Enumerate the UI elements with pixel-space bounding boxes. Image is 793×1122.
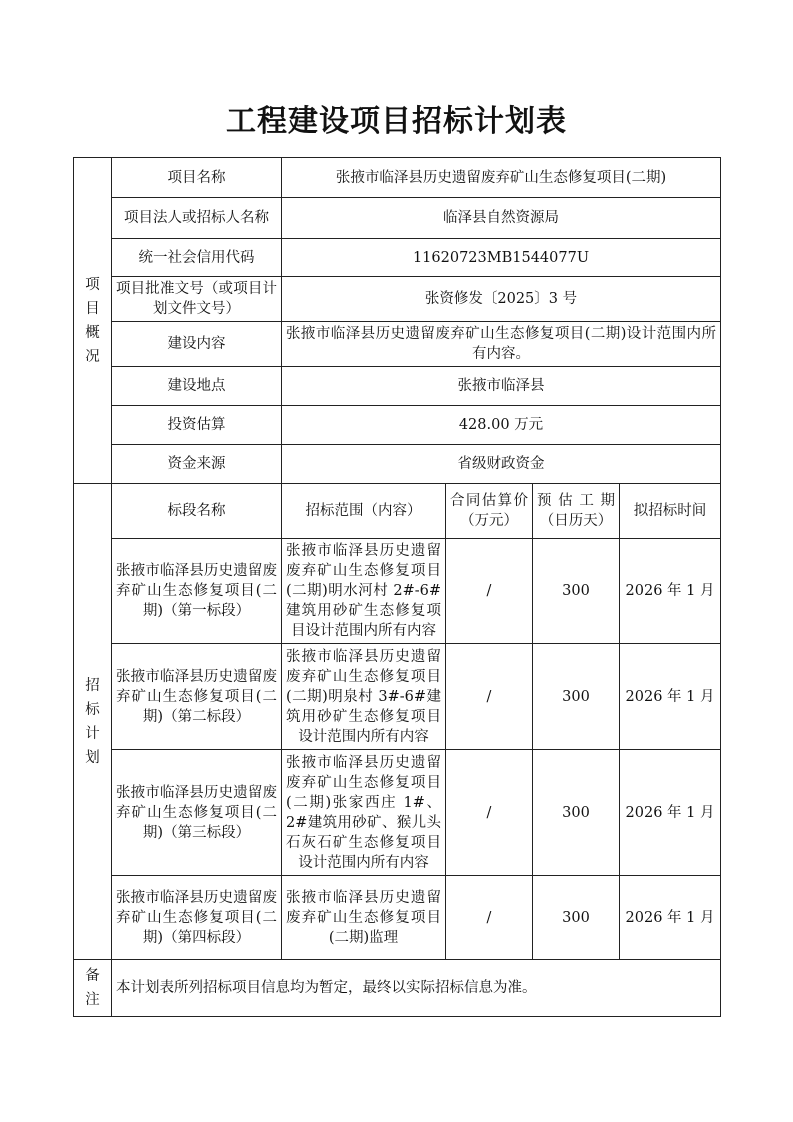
section-time: 2026 年 1 月 [620,644,721,750]
overview-row [74,322,721,367]
remarks-row [74,960,721,1017]
plan-header-row [74,484,721,539]
section-scope: 张掖市临泽县历史遗留废弃矿山生态修复项目(二期)张家西庄 1#、2#建筑用砂矿、猴儿头石灰石矿生态修复项目设计范围内所有内容 [282,750,446,876]
section-time: 2026 年 1 月 [620,876,721,960]
overview-value: 张掖市临泽县历史遗留废弃矿山生态修复项目(二期) [282,158,721,198]
section-time: 2026 年 1 月 [620,750,721,876]
overview-row [74,367,721,406]
section-time: 2026 年 1 月 [620,539,721,644]
section-period: 300 [533,750,620,876]
section-scope: 张掖市临泽县历史遗留废弃矿山生态修复项目(二期)监理 [282,876,446,960]
overview-value: 省级财政资金 [282,445,721,484]
overview-label: 统一社会信用代码 [112,239,282,277]
overview-value: 428.00 万元 [282,406,721,445]
section-name: 张掖市临泽县历史遗留废弃矿山生态修复项目(二期)（第一标段） [112,539,282,644]
section-period: 300 [533,876,620,960]
page-title: 工程建设项目招标计划表 [226,104,567,139]
overview-value: 11620723MB1544077U [282,239,721,277]
header-price: 合同估算价（万元） [446,484,533,539]
overview-label: 项目批准文号（或项目计划文件文号） [112,277,282,322]
section-name: 张掖市临泽县历史遗留废弃矿山生态修复项目(二期)（第三标段） [112,750,282,876]
header-period: 预估工期（日历天） [533,484,620,539]
remarks-text: 本计划表所列招标项目信息均为暂定，最终以实际招标信息为准。 [112,960,721,1017]
overview-label: 建设内容 [112,322,282,367]
section-scope: 张掖市临泽县历史遗留废弃矿山生态修复项目(二期)明泉村 3#-6#建筑用砂矿生态修复项目设计范围内所有内容 [282,644,446,750]
bid-plan-table [73,157,721,1017]
overview-row [74,158,721,198]
overview-label: 建设地点 [112,367,282,406]
section-name: 张掖市临泽县历史遗留废弃矿山生态修复项目(二期)（第四标段） [112,876,282,960]
overview-row [74,277,721,322]
remarks-section-label: 备 注 [74,960,112,1017]
section-price: / [446,644,533,750]
section-scope: 张掖市临泽县历史遗留废弃矿山生态修复项目(二期)明水河村 2#-6#建筑用砂矿生态修复项目设计范围内所有内容 [282,539,446,644]
plan-section-label: 招 标 计 划 [74,484,112,960]
plan-row [74,750,721,876]
plan-row [74,539,721,644]
overview-value: 张掖市临泽县历史遗留废弃矿山生态修复项目(二期)设计范围内所有内容。 [282,322,721,367]
header-scope: 招标范围（内容） [282,484,446,539]
plan-row [74,876,721,960]
overview-label: 资金来源 [112,445,282,484]
header-time: 拟招标时间 [620,484,721,539]
overview-value: 张掖市临泽县 [282,367,721,406]
section-period: 300 [533,539,620,644]
section-period: 300 [533,644,620,750]
overview-label: 项目法人或招标人名称 [112,198,282,239]
overview-label: 投资估算 [112,406,282,445]
overview-section-label: 项 目 概 况 [74,158,112,484]
section-price: / [446,750,533,876]
section-price: / [446,539,533,644]
overview-row [74,406,721,445]
overview-row [74,239,721,277]
overview-value: 临泽县自然资源局 [282,198,721,239]
section-price: / [446,876,533,960]
overview-label: 项目名称 [112,158,282,198]
section-name: 张掖市临泽县历史遗留废弃矿山生态修复项目(二期)（第二标段） [112,644,282,750]
overview-row [74,445,721,484]
plan-row [74,644,721,750]
overview-row [74,198,721,239]
overview-value: 张资修发〔2025〕3 号 [282,277,721,322]
header-section-name: 标段名称 [112,484,282,539]
